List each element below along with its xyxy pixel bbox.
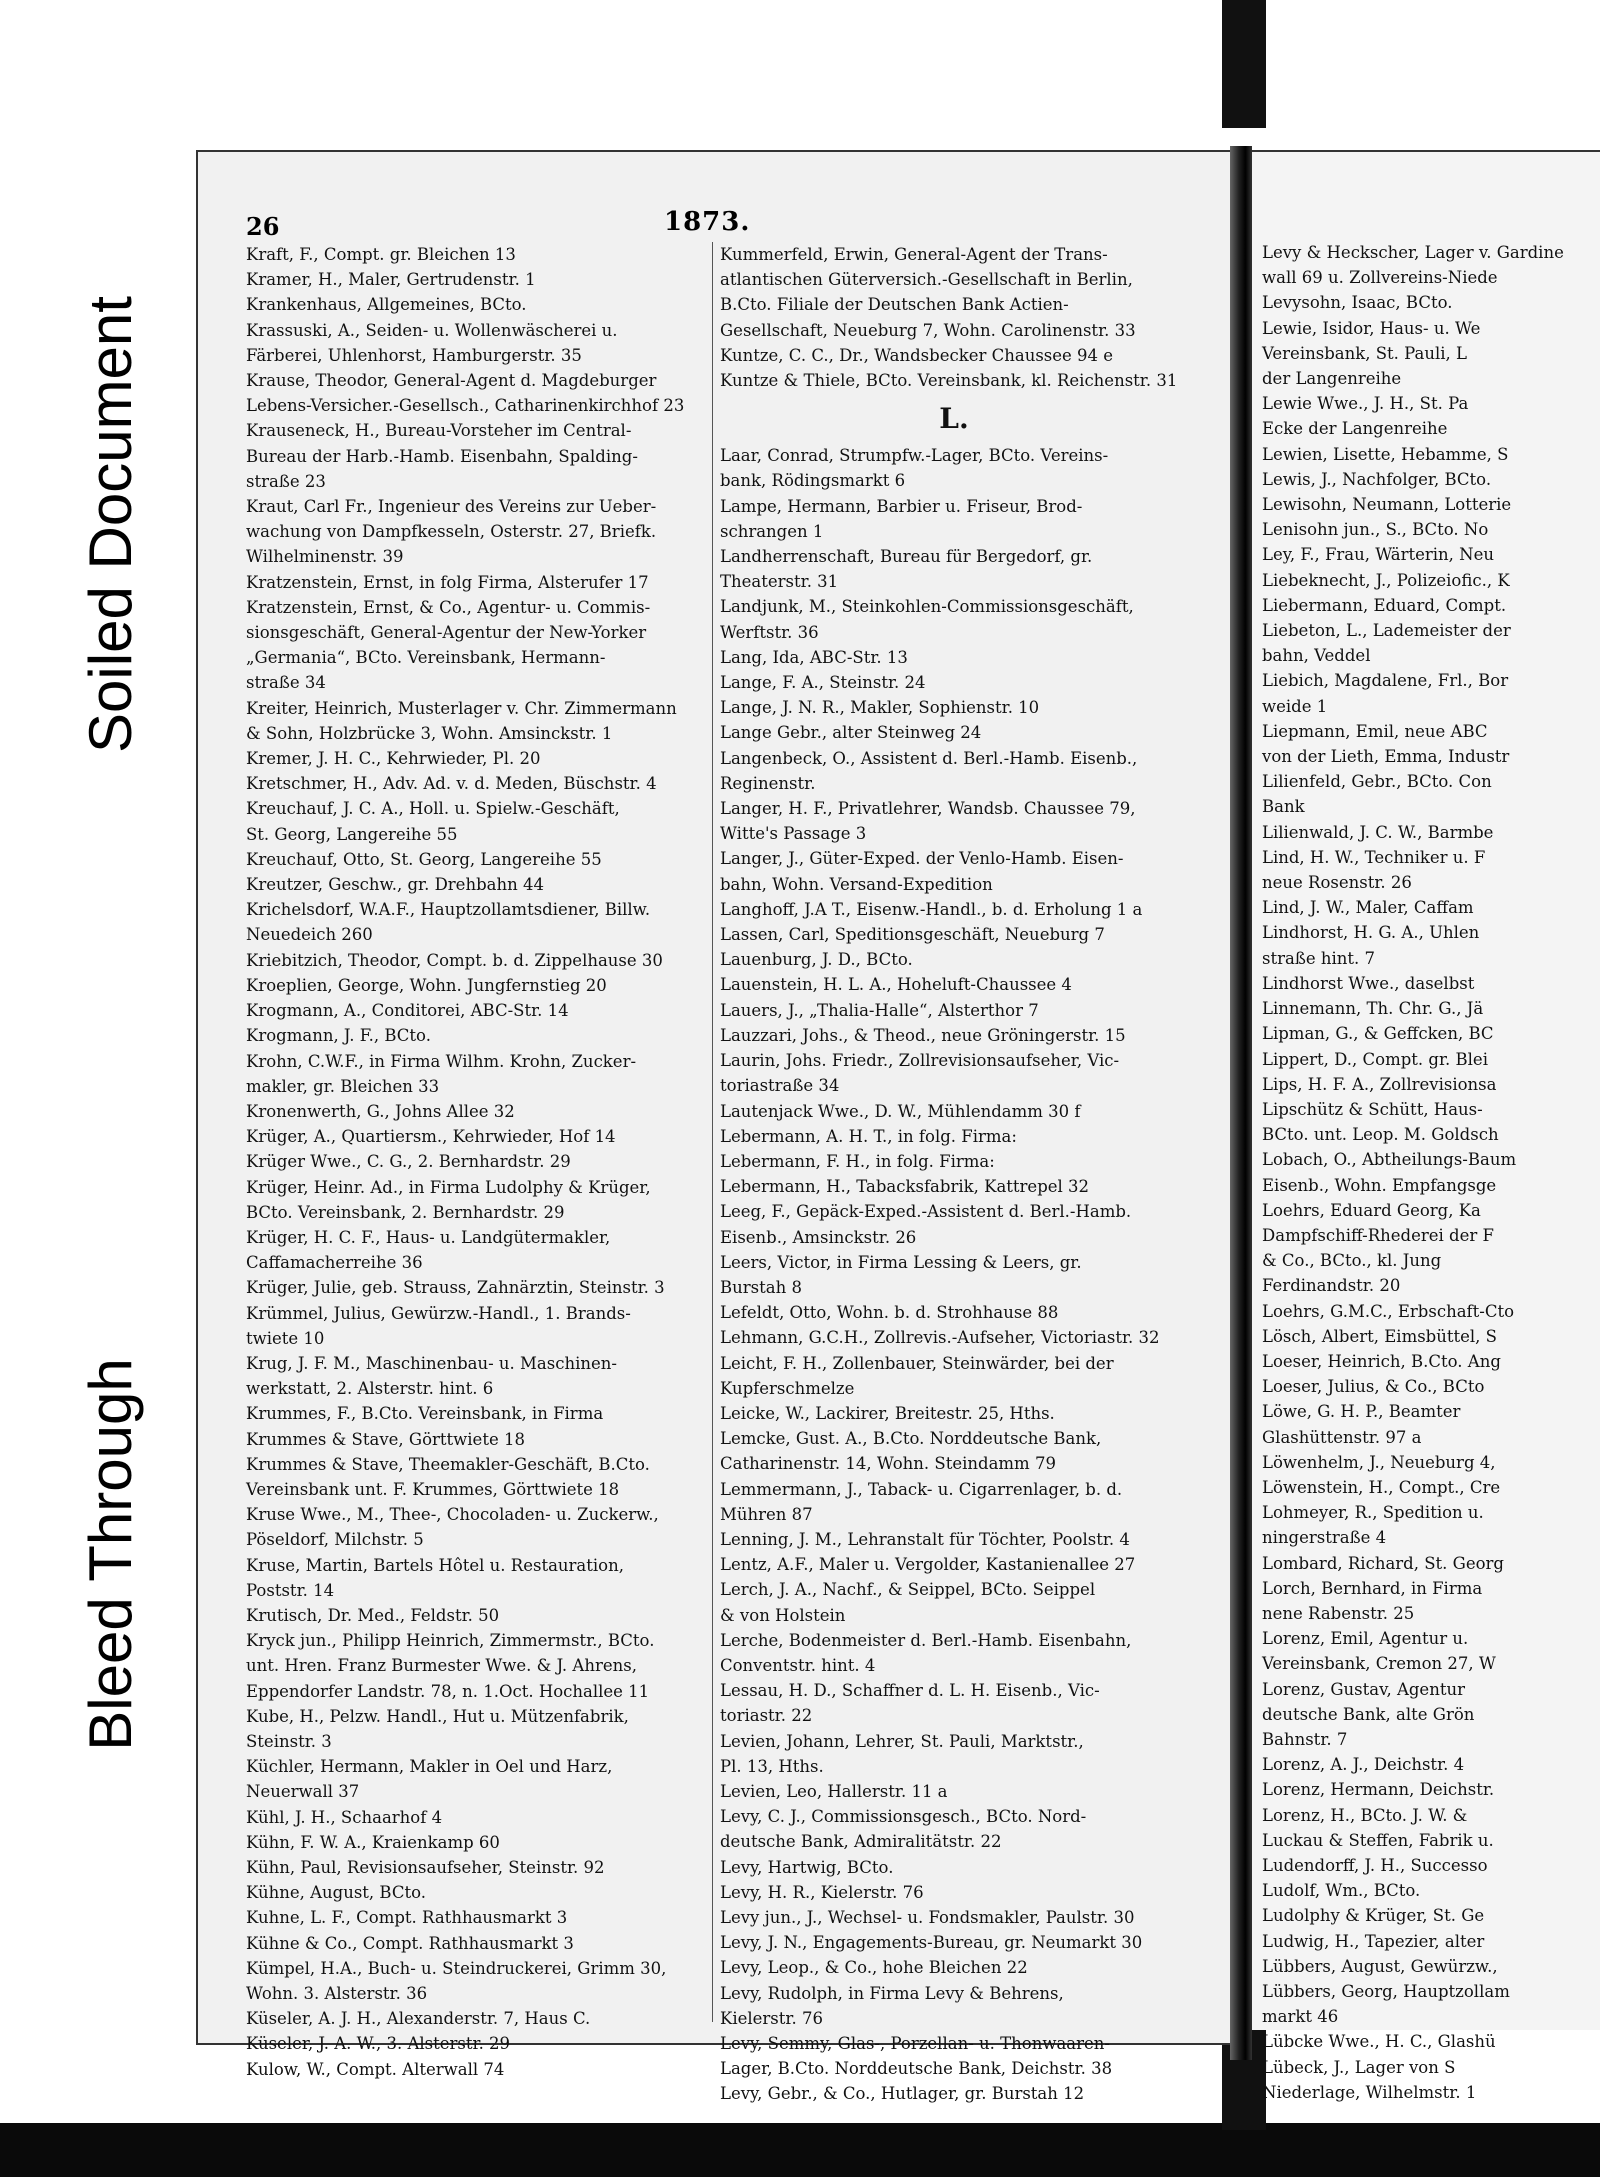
directory-entry: Neuedeich 260 bbox=[246, 925, 373, 945]
directory-entry: Kühl, J. H., Schaarhof 4 bbox=[246, 1807, 443, 1827]
page-year: 1873. bbox=[664, 207, 751, 237]
directory-entry: Kruse Wwe., M., Thee-, Chocoladen- u. Zuckerw., bbox=[246, 1505, 659, 1525]
directory-entry: Lauenburg, J. D., BCto. bbox=[720, 950, 913, 970]
directory-entry: & Sohn, Holzbrücke 3, Wohn. Amsinckstr. 1 bbox=[246, 723, 613, 743]
directory-entry: „Germania“, BCto. Vereinsbank, Hermann- bbox=[246, 648, 606, 668]
directory-entry: Linnemann, Th. Chr. G., Jä bbox=[1262, 999, 1484, 1019]
directory-entry: Krüger, Julie, geb. Strauss, Zahnärztin, Steinstr. 3 bbox=[246, 1278, 665, 1298]
directory-entry: Küchler, Hermann, Makler in Oel und Harz, bbox=[246, 1757, 613, 1777]
directory-entry: unt. Hren. Franz Burmester Wwe. & J. Ahrens, bbox=[246, 1656, 637, 1676]
directory-entry: ningerstraße 4 bbox=[1262, 1528, 1387, 1548]
directory-entry: Steinstr. 3 bbox=[246, 1731, 332, 1751]
directory-entry: Vereinsbank, Cremon 27, W bbox=[1262, 1654, 1496, 1674]
directory-entry: deutsche Bank, alte Grön bbox=[1262, 1704, 1475, 1724]
directory-entry: Ludolf, Wm., BCto. bbox=[1262, 1881, 1421, 1901]
directory-entry: Ludendorff, J. H., Successo bbox=[1262, 1856, 1488, 1875]
directory-entry: Loehrs, Eduard Georg, Ka bbox=[1262, 1200, 1481, 1220]
directory-entry: Krümmel, Julius, Gewürzw.-Handl., 1. Brands- bbox=[246, 1303, 631, 1323]
directory-entry: Landjunk, M., Steinkohlen-Commissionsgeschäft, bbox=[720, 597, 1134, 617]
binding-tab-top bbox=[1222, 0, 1266, 128]
directory-entry: Lebermann, H., Tabacksfabrik, Kattrepel 32 bbox=[720, 1177, 1090, 1197]
directory-entry: Lewis, J., Nachfolger, BCto. bbox=[1262, 469, 1492, 489]
directory-entry: Lewie, Isidor, Haus- u. We bbox=[1262, 318, 1481, 338]
directory-entry: Liebeknecht, J., Polizeiofic., K bbox=[1262, 570, 1510, 590]
directory-entry: Levy, C. J., Commissionsgesch., BCto. Nord- bbox=[720, 1807, 1087, 1827]
directory-entry: schrangen 1 bbox=[720, 521, 824, 541]
directory-entry: Lefeldt, Otto, Wohn. b. d. Strohhause 88 bbox=[720, 1303, 1059, 1323]
directory-entry: Lindhorst, H. G. A., Uhlen bbox=[1262, 923, 1480, 943]
directory-entry: Liepmann, Emil, neue ABC bbox=[1262, 721, 1488, 741]
directory-entry: Lorenz, Gustav, Agentur bbox=[1262, 1679, 1465, 1699]
directory-entry: Krichelsdorf, W.A.F., Hauptzollamtsdiener, Billw. bbox=[246, 900, 651, 920]
directory-entry: Liebich, Magdalene, Frl., Bor bbox=[1262, 671, 1509, 691]
directory-entry: Löwe, G. H. P., Beamter bbox=[1262, 1402, 1461, 1422]
directory-entry: Lebermann, A. H. T., in folg. Firma: bbox=[720, 1126, 1017, 1146]
directory-entry: Lipman, G., & Geffcken, BC bbox=[1262, 1024, 1494, 1044]
directory-entry: toriastraße 34 bbox=[720, 1076, 840, 1096]
directory-entry: Kremer, J. H. C., Kehrwieder, Pl. 20 bbox=[246, 749, 541, 769]
directory-entry: Kuhne, L. F., Compt. Rathhausmarkt 3 bbox=[246, 1908, 568, 1928]
directory-entry: Leers, Victor, in Firma Lessing & Leers, gr. bbox=[720, 1252, 1082, 1272]
directory-entry: Pöseldorf, Milchstr. 5 bbox=[246, 1530, 424, 1550]
directory-entry: Lübeck, J., Lager von S bbox=[1262, 2057, 1456, 2077]
directory-entry: Krauseneck, H., Bureau-Vorsteher im Central- bbox=[246, 421, 632, 441]
directory-entry: Landherrenschaft, Bureau für Bergedorf, gr. bbox=[720, 547, 1093, 567]
directory-entry: Luckau & Steffen, Fabrik u. bbox=[1262, 1830, 1494, 1850]
directory-entry: Levy, J. N., Engagements-Bureau, gr. Neumarkt 30 bbox=[720, 1933, 1143, 1953]
directory-entry: Lorenz, Emil, Agentur u. bbox=[1262, 1629, 1469, 1649]
directory-entry: Burstah 8 bbox=[720, 1277, 802, 1297]
directory-entry: Lipschütz & Schütt, Haus- bbox=[1262, 1099, 1483, 1119]
directory-entry: & von Holstein bbox=[720, 1605, 846, 1625]
directory-entry: toriastr. 22 bbox=[720, 1706, 813, 1726]
directory-entry: straße 23 bbox=[246, 471, 326, 491]
directory-entry: werkstatt, 2. Alsterstr. hint. 6 bbox=[246, 1379, 494, 1399]
directory-entry: Langenbeck, O., Assistent d. Berl.-Hamb. Eisenb., bbox=[720, 748, 1138, 768]
directory-entry: Krutisch, Dr. Med., Feldstr. 50 bbox=[246, 1605, 500, 1625]
directory-entry: bank, Rödingsmarkt 6 bbox=[720, 471, 906, 491]
directory-entry: Bureau der Harb.-Hamb. Eisenbahn, Spalding- bbox=[246, 446, 638, 466]
directory-entry: Kreuchauf, Otto, St. Georg, Langereihe 55 bbox=[246, 849, 602, 869]
directory-entry: Kratzenstein, Ernst, & Co., Agentur- u. Commis- bbox=[246, 597, 651, 617]
directory-entry: Lerche, Bodenmeister d. Berl.-Hamb. Eisenbahn, bbox=[720, 1630, 1132, 1650]
directory-entry: Krug, J. F. M., Maschinenbau- u. Maschinen- bbox=[246, 1353, 617, 1373]
directory-entry: Lind, J. W., Maler, Caffam bbox=[1262, 898, 1474, 918]
directory-entry: Liebermann, Eduard, Compt. bbox=[1262, 595, 1507, 615]
directory-entry: der Langenreihe bbox=[1262, 369, 1402, 389]
directory-entry: Kriebitzich, Theodor, Compt. b. d. Zippelhause 30 bbox=[246, 950, 663, 970]
section-letter: L. bbox=[939, 402, 969, 436]
directory-entry: Lebens-Versicher.-Gesellsch., Catharinenkirchhof 23 bbox=[246, 396, 685, 416]
directory-entry: Lübcke Wwe., H. C., Glashü bbox=[1262, 2032, 1496, 2052]
directory-entry: Levysohn, Isaac, BCto. bbox=[1262, 293, 1453, 313]
directory-entry: wall 69 u. Zollvereins-Niede bbox=[1262, 268, 1498, 288]
directory-entry: Lilienwald, J. C. W., Barmbe bbox=[1262, 822, 1494, 842]
directory-entry: Lentz, A.F., Maler u. Vergolder, Kastanienallee 27 bbox=[720, 1555, 1136, 1575]
directory-entry: BCto. unt. Leop. M. Goldsch bbox=[1262, 1125, 1499, 1145]
bottom-scan-edge bbox=[0, 2123, 1600, 2177]
directory-entry: Lang, Ida, ABC-Str. 13 bbox=[720, 647, 908, 667]
soiled-document-label: Soiled Document bbox=[76, 296, 144, 753]
directory-entry: Ferdinandstr. 20 bbox=[1262, 1276, 1401, 1296]
directory-entry: Witte's Passage 3 bbox=[720, 824, 867, 844]
directory-entry: atlantischen Güterversich.-Gesellschaft in Berlin, bbox=[720, 270, 1133, 290]
directory-entry: Levy, Semmy, Glas-, Porzellan- u. Thonwaaren- bbox=[720, 2034, 1110, 2054]
directory-entry: Kreutzer, Geschw., gr. Drehbahn 44 bbox=[246, 875, 544, 895]
directory-entry: straße 34 bbox=[246, 673, 326, 693]
directory-entry: Lange Gebr., alter Steinweg 24 bbox=[720, 723, 982, 743]
directory-entry: Neuerwall 37 bbox=[246, 1782, 360, 1802]
directory-entry: Krankenhaus, Allgemeines, BCto. bbox=[246, 295, 527, 315]
directory-entry: deutsche Bank, Admiralitätstr. 22 bbox=[720, 1832, 1002, 1852]
directory-entry: Catharinenstr. 14, Wohn. Steindamm 79 bbox=[720, 1454, 1056, 1474]
directory-entry: Lange, F. A., Steinstr. 24 bbox=[720, 673, 926, 693]
directory-entry: Lindhorst Wwe., daselbst bbox=[1262, 973, 1475, 993]
directory-entry: Lassen, Carl, Speditionsgeschäft, Neueburg 7 bbox=[720, 925, 1105, 945]
directory-entry: Eisenb., Wohn. Empfangsge bbox=[1262, 1175, 1497, 1195]
directory-entry: Lenisohn jun., S., BCto. No bbox=[1262, 520, 1489, 540]
directory-entry: Levien, Johann, Lehrer, St. Pauli, Marktstr., bbox=[720, 1731, 1084, 1751]
middle-column bbox=[720, 242, 1188, 2107]
directory-entry: twiete 10 bbox=[246, 1328, 325, 1348]
directory-entry: nene Rabenstr. 25 bbox=[1262, 1603, 1415, 1623]
directory-entry: Lösch, Albert, Eimsbüttel, S bbox=[1262, 1326, 1497, 1346]
directory-entry: Kielerstr. 76 bbox=[720, 2008, 823, 2028]
directory-entry: Kühne & Co., Compt. Rathhausmarkt 3 bbox=[246, 1933, 574, 1953]
directory-entry: Ludwig, H., Tapezier, alter bbox=[1262, 1931, 1485, 1951]
directory-entry: Levy & Heckscher, Lager v. Gardine bbox=[1262, 243, 1564, 262]
directory-entry: Kühn, F. W. A., Kraienkamp 60 bbox=[246, 1832, 500, 1852]
column-rule bbox=[712, 242, 713, 2022]
directory-entry: Krogmann, A., Conditorei, ABC-Str. 14 bbox=[246, 1001, 569, 1021]
directory-entry: Kupferschmelze bbox=[720, 1378, 855, 1398]
directory-entry: Lewie Wwe., J. H., St. Pa bbox=[1262, 394, 1469, 414]
directory-entry: Dampfschiff-Rhederei der F bbox=[1262, 1225, 1494, 1245]
directory-entry: Krummes, F., B.Cto. Vereinsbank, in Firma bbox=[246, 1404, 604, 1424]
directory-entry: Kraft, F., Compt. gr. Bleichen 13 bbox=[246, 245, 516, 264]
directory-entry: wachung von Dampfkesseln, Osterstr. 27, Briefk. bbox=[246, 522, 657, 542]
directory-entry: Levien, Leo, Hallerstr. 11 a bbox=[720, 1781, 948, 1801]
directory-entry: Levy, H. R., Kielerstr. 76 bbox=[720, 1882, 924, 1902]
directory-entry: Leeg, F., Gepäck-Exped.-Assistent d. Berl.-Hamb. bbox=[720, 1202, 1132, 1222]
directory-entry: Lauers, J., „Thalia-Halle“, Alsterthor 7 bbox=[720, 1000, 1039, 1020]
directory-entry: Caffamacherreihe 36 bbox=[246, 1253, 423, 1273]
directory-entry: Liebeton, L., Lademeister der bbox=[1262, 621, 1511, 641]
directory-entry: Löwenstein, H., Compt., Cre bbox=[1262, 1477, 1501, 1497]
directory-entry: Küseler, A. J. H., Alexanderstr. 7, Haus C. bbox=[246, 2009, 591, 2029]
directory-entry: Levy, Rudolph, in Firma Levy & Behrens, bbox=[720, 1983, 1064, 2003]
directory-entry: straße hint. 7 bbox=[1262, 948, 1376, 968]
right-page-fragment bbox=[1252, 150, 1600, 2102]
directory-entry: Laurin, Johs. Friedr., Zollrevisionsaufseher, Vic- bbox=[720, 1051, 1120, 1071]
directory-entry: Wilhelminenstr. 39 bbox=[246, 547, 404, 567]
directory-entry: Mühren 87 bbox=[720, 1504, 813, 1524]
directory-entry: Levy jun., J., Wechsel- u. Fondsmakler, Paulstr. 30 bbox=[720, 1908, 1135, 1927]
directory-entry: Lobach, O., Abtheilungs-Baum bbox=[1262, 1150, 1517, 1170]
directory-entry: Vereinsbank unt. F. Krummes, Görttwiete 18 bbox=[246, 1479, 620, 1499]
directory-entry: bahn, Veddel bbox=[1262, 646, 1371, 666]
directory-entry: Kronenwerth, G., Johns Allee 32 bbox=[246, 1101, 515, 1121]
directory-entry: Lenning, J. M., Lehranstalt für Töchter, Poolstr. 4 bbox=[720, 1529, 1130, 1549]
book-gutter bbox=[1230, 146, 1252, 2060]
directory-entry: Bank bbox=[1262, 797, 1305, 817]
directory-entry: Kruse, Martin, Bartels Hôtel u. Restauration, bbox=[246, 1555, 624, 1575]
directory-entry: Eisenb., Amsinckstr. 26 bbox=[720, 1227, 917, 1247]
directory-entry: Levy, Leop., & Co., hohe Bleichen 22 bbox=[720, 1958, 1028, 1978]
directory-entry: Kühn, Paul, Revisionsaufseher, Steinstr. 92 bbox=[246, 1858, 605, 1877]
directory-entry: Gesellschaft, Neueburg 7, Wohn. Carolinenstr. 33 bbox=[720, 320, 1136, 340]
directory-entry: Krüger, A., Quartiersm., Kehrwieder, Hof 14 bbox=[246, 1127, 616, 1147]
directory-entry: Kummerfeld, Erwin, General-Agent der Trans- bbox=[720, 245, 1108, 264]
directory-entry: Lübbers, August, Gewürzw., bbox=[1262, 1956, 1498, 1976]
directory-entry: von der Lieth, Emma, Industr bbox=[1262, 747, 1510, 767]
directory-entry: Werftstr. 36 bbox=[720, 622, 819, 642]
directory-entry: Wohn. 3. Alsterstr. 36 bbox=[246, 1984, 428, 2004]
directory-entry: Färberei, Uhlenhorst, Hamburgerstr. 35 bbox=[246, 345, 582, 365]
directory-entry: Lorch, Bernhard, in Firma bbox=[1262, 1578, 1483, 1598]
directory-entry: Lippert, D., Compt. gr. Blei bbox=[1262, 1049, 1488, 1069]
directory-entry: Kuntze, C. C., Dr., Wandsbecker Chaussee 94 e bbox=[720, 345, 1114, 365]
directory-entry: Levy, Gebr., & Co., Hutlager, gr. Burstah 12 bbox=[720, 2084, 1085, 2104]
directory-entry: Lübbers, Georg, Hauptzollam bbox=[1262, 1982, 1510, 2002]
directory-entry: Krüger, Heinr. Ad., in Firma Ludolphy & Krüger, bbox=[246, 1177, 651, 1197]
directory-entry: Pl. 13, Hths. bbox=[720, 1756, 824, 1776]
directory-entry: Ley, F., Frau, Wärterin, Neu bbox=[1262, 545, 1494, 565]
directory-entry: Lebermann, F. H., in folg. Firma: bbox=[720, 1151, 995, 1171]
directory-entry: Lips, H. F. A., Zollrevisionsa bbox=[1262, 1074, 1497, 1094]
directory-entry: Krause, Theodor, General-Agent d. Magdeburger bbox=[246, 371, 657, 391]
directory-entry: Krummes & Stave, Theemakler-Geschäft, B.Cto. bbox=[246, 1454, 650, 1474]
directory-entry: Kulow, W., Compt. Alterwall 74 bbox=[246, 2059, 505, 2079]
directory-entry: Lorenz, Hermann, Deichstr. bbox=[1262, 1780, 1495, 1800]
directory-entry: St. Georg, Langereihe 55 bbox=[246, 824, 458, 844]
directory-entry: Vereinsbank, St. Pauli, L bbox=[1262, 343, 1467, 363]
directory-entry: Loeser, Julius, & Co., BCto bbox=[1262, 1377, 1485, 1397]
directory-entry: Lemmermann, J., Taback- u. Cigarrenlager, b. d. bbox=[720, 1479, 1123, 1499]
directory-entry: Kramer, H., Maler, Gertrudenstr. 1 bbox=[246, 270, 536, 290]
directory-entry: Lewisohn, Neumann, Lotterie bbox=[1262, 495, 1512, 515]
directory-entry: makler, gr. Bleichen 33 bbox=[246, 1076, 440, 1096]
directory-entry: Lautenjack Wwe., D. W., Mühlendamm 30 f bbox=[720, 1101, 1081, 1121]
directory-entry: Bahnstr. 7 bbox=[1262, 1729, 1348, 1749]
directory-entry: weide 1 bbox=[1262, 696, 1328, 716]
directory-entry: bahn, Wohn. Versand-Expedition bbox=[720, 874, 993, 894]
directory-entry: Lorenz, A. J., Deichstr. 4 bbox=[1262, 1755, 1465, 1775]
directory-entry: Lauzzari, Johs., & Theod., neue Gröningerstr. 15 bbox=[720, 1025, 1126, 1045]
directory-entry: Lerch, J. A., Nachf., & Seippel, BCto. Seippel bbox=[720, 1580, 1096, 1600]
directory-entry: Ludolphy & Krüger, St. Ge bbox=[1262, 1906, 1485, 1926]
document-page bbox=[196, 150, 1240, 2104]
right-column bbox=[1262, 240, 1622, 2105]
directory-entry: Eppendorfer Landstr. 78, n. 1.Oct. Hochallee 11 bbox=[246, 1681, 650, 1701]
directory-entry: Reginenstr. bbox=[720, 773, 816, 793]
directory-entry: Lohmeyer, R., Spedition u. bbox=[1262, 1503, 1484, 1523]
left-column bbox=[246, 242, 714, 2082]
directory-entry: Kreuchauf, J. C. A., Holl. u. Spielw.-Geschäft, bbox=[246, 799, 620, 819]
directory-entry: Ecke der Langenreihe bbox=[1262, 419, 1448, 439]
directory-entry: Lehmann, G.C.H., Zollrevis.-Aufseher, Victoriastr. 32 bbox=[720, 1328, 1160, 1348]
directory-entry: Langer, J., Güter-Exped. der Venlo-Hamb. Eisen- bbox=[720, 849, 1124, 869]
directory-entry: Theaterstr. 31 bbox=[720, 572, 839, 592]
directory-entry: Kraut, Carl Fr., Ingenieur des Vereins zur Ueber- bbox=[246, 497, 657, 517]
directory-entry: Kuntze & Thiele, BCto. Vereinsbank, kl. Reichenstr. 31 bbox=[720, 371, 1178, 391]
directory-entry: Langhoff, J.A T., Eisenw.-Handl., b. d. Erholung 1 a bbox=[720, 899, 1143, 919]
directory-entry: Kreiter, Heinrich, Musterlager v. Chr. Zimmermann bbox=[246, 698, 677, 718]
directory-entry: Levy, Hartwig, BCto. bbox=[720, 1857, 894, 1877]
directory-entry: Krohn, C.W.F., in Firma Wilhm. Krohn, Zucker- bbox=[246, 1051, 637, 1071]
directory-entry: Krummes & Stave, Görttwiete 18 bbox=[246, 1429, 525, 1449]
directory-entry: Poststr. 14 bbox=[246, 1580, 335, 1600]
directory-entry: Kühne, August, BCto. bbox=[246, 1883, 426, 1903]
directory-entry: Kratzenstein, Ernst, in folg Firma, Alsterufer 17 bbox=[246, 572, 649, 592]
directory-entry: Loeser, Heinrich, B.Cto. Ang bbox=[1262, 1351, 1501, 1371]
directory-entry: Lampe, Hermann, Barbier u. Friseur, Brod- bbox=[720, 496, 1083, 516]
directory-entry: Langer, H. F., Privatlehrer, Wandsb. Chaussee 79, bbox=[720, 799, 1136, 819]
directory-entry: Lessau, H. D., Schaffner d. L. H. Eisenb., Vic- bbox=[720, 1681, 1100, 1701]
directory-entry: Kryck jun., Philipp Heinrich, Zimmermstr., BCto. bbox=[246, 1631, 655, 1651]
directory-entry: Löwenhelm, J., Neueburg 4, bbox=[1262, 1452, 1496, 1472]
directory-entry: Glashüttenstr. 97 a bbox=[1262, 1427, 1422, 1447]
directory-entry: Krüger, H. C. F., Haus- u. Landgütermakler, bbox=[246, 1227, 611, 1247]
directory-entry: Leicht, F. H., Zollenbauer, Steinwärder, bei der bbox=[720, 1353, 1114, 1373]
directory-entry: B.Cto. Filiale der Deutschen Bank Actien- bbox=[720, 295, 1069, 315]
directory-entry: Lauenstein, H. L. A., Hoheluft-Chaussee 4 bbox=[720, 975, 1072, 995]
directory-entry: Conventstr. hint. 4 bbox=[720, 1655, 876, 1675]
directory-entry: sionsgeschäft, General-Agentur der New-Yorker bbox=[246, 623, 647, 643]
directory-entry: Küseler, J. A. W., 3. Alsterstr. 29 bbox=[246, 2034, 511, 2054]
directory-entry: markt 46 bbox=[1262, 2007, 1339, 2027]
directory-entry: Lorenz, H., BCto. J. W. & bbox=[1262, 1805, 1468, 1825]
directory-entry: Leicke, W., Lackirer, Breitestr. 25, Hths. bbox=[720, 1403, 1055, 1423]
directory-entry: Lewien, Lisette, Hebamme, S bbox=[1262, 444, 1509, 464]
directory-entry: Krassuski, A., Seiden- u. Wollenwäscherei u. bbox=[246, 320, 618, 340]
directory-entry: Lilienfeld, Gebr., BCto. Con bbox=[1262, 772, 1492, 792]
bleed-through-label: Bleed Through bbox=[76, 1358, 144, 1751]
directory-entry: Loehrs, G.M.C., Erbschaft-Cto bbox=[1262, 1301, 1515, 1321]
directory-entry: & Co., BCto., kl. Jung bbox=[1262, 1251, 1442, 1271]
directory-entry: Lind, H. W., Techniker u. F bbox=[1262, 847, 1486, 867]
directory-entry: Lombard, Richard, St. Georg bbox=[1262, 1553, 1504, 1573]
directory-entry: Laar, Conrad, Strumpfw.-Lager, BCto. Vereins- bbox=[720, 446, 1109, 466]
page-number: 26 bbox=[246, 212, 280, 241]
directory-entry: Lager, B.Cto. Norddeutsche Bank, Deichstr. 38 bbox=[720, 2059, 1113, 2079]
directory-entry: BCto. Vereinsbank, 2. Bernhardstr. 29 bbox=[246, 1202, 565, 1222]
directory-entry: Kretschmer, H., Adv. Ad. v. d. Meden, Büschstr. 4 bbox=[246, 774, 657, 794]
directory-entry: Kümpel, H.A., Buch- u. Steindruckerei, Grimm 30, bbox=[246, 1958, 667, 1978]
directory-entry: Lange, J. N. R., Makler, Sophienstr. 10 bbox=[720, 698, 1040, 718]
directory-entry: Lemcke, Gust. A., B.Cto. Norddeutsche Bank, bbox=[720, 1429, 1102, 1449]
directory-entry: Kroeplien, George, Wohn. Jungfernstieg 20 bbox=[246, 975, 607, 995]
directory-entry: Krogmann, J. F., BCto. bbox=[246, 1026, 431, 1046]
directory-entry: neue Rosenstr. 26 bbox=[1262, 873, 1412, 893]
directory-entry: Kube, H., Pelzw. Handl., Hut u. Mützenfabrik, bbox=[246, 1706, 629, 1726]
directory-entry: Krüger Wwe., C. G., 2. Bernhardstr. 29 bbox=[246, 1152, 571, 1172]
directory-entry: Niederlage, Wilhelmstr. 1 bbox=[1262, 2082, 1477, 2102]
